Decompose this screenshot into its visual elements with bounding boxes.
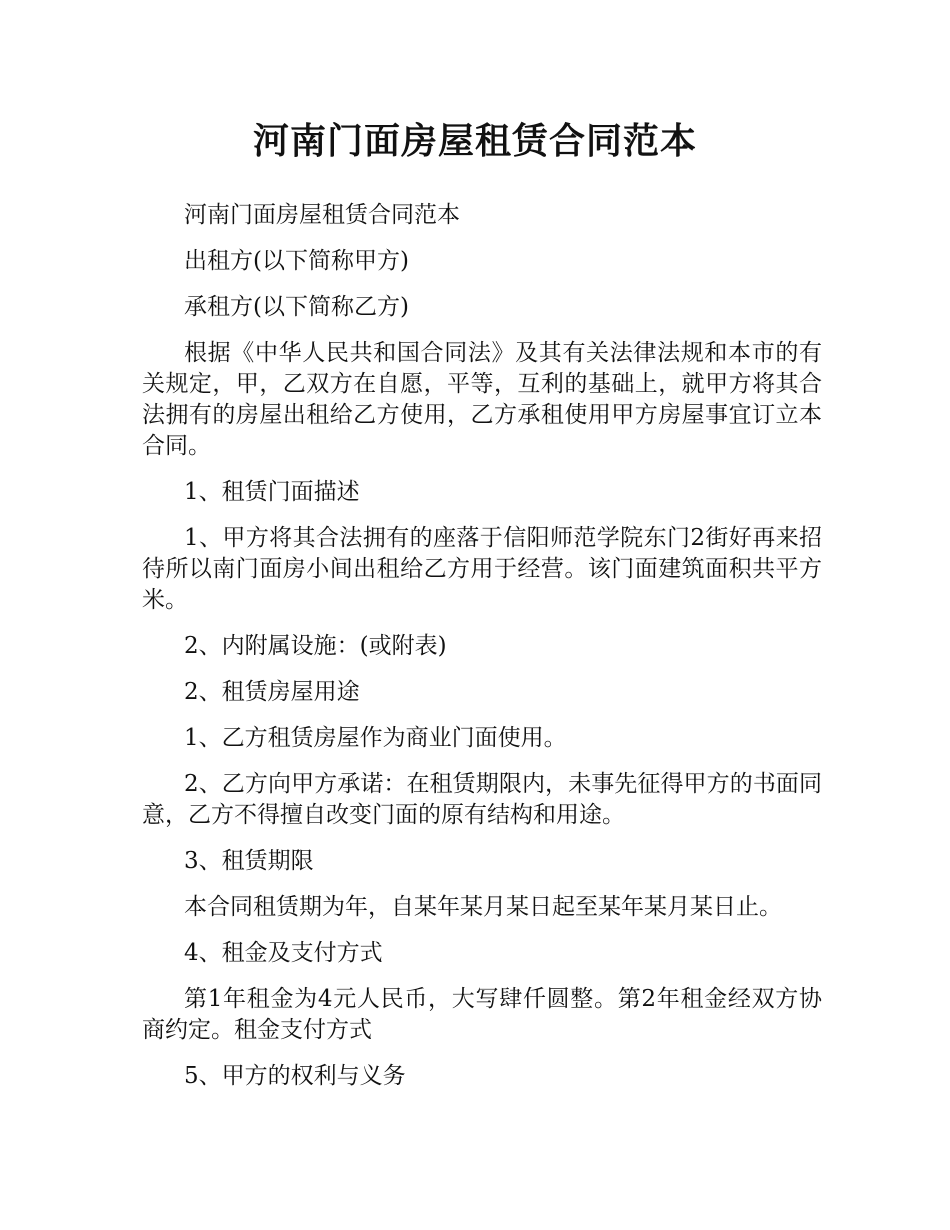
paragraph-section-4-rent: 第1年租金为4元人民币，大写肆仟圆整。第2年租金经双方协商约定。租金支付方式 <box>142 986 822 1043</box>
paragraph-section-1-heading: 1、租赁门面描述 <box>184 479 360 505</box>
paragraph-section-3-heading: 3、租赁期限 <box>184 848 314 874</box>
paragraph-section-2-heading: 2、租赁房屋用途 <box>184 679 360 705</box>
paragraph-section-1-item-2: 2、内附属设施：(或附表) <box>184 633 447 659</box>
paragraph-section-5-heading: 5、甲方的权利与义务 <box>184 1063 406 1089</box>
document-title: 河南门面房屋租赁合同范本 <box>252 121 697 162</box>
paragraph-section-4-heading: 4、租金及支付方式 <box>184 940 383 966</box>
paragraph-section-2-item-1: 1、乙方租赁房屋作为商业门面使用。 <box>184 725 567 751</box>
paragraph-section-2-item-2: 2、乙方向甲方承诺：在租赁期限内，未事先征得甲方的书面同意，乙方不得擅自改变门面的原有结构和用途。 <box>142 771 822 828</box>
paragraph-section-3-term: 本合同租赁期为年，自某年某月某日起至某年某月某日止。 <box>184 894 782 920</box>
paragraph-heading-repeat: 河南门面房屋租赁合同范本 <box>184 202 460 228</box>
paragraph-lessee: 承租方(以下简称乙方) <box>184 294 409 320</box>
paragraph-preamble: 根据《中华人民共和国合同法》及其有关法律法规和本市的有关规定，甲，乙双方在自愿，平等，互利的基础上，就甲方将其合法拥有的房屋出租给乙方使用，乙方承租使用甲方房屋事宜订立本合同。 <box>142 340 822 459</box>
paragraph-lessor: 出租方(以下简称甲方) <box>184 248 409 274</box>
document-body <box>142 200 822 1107</box>
paragraph-section-1-item-1: 1、甲方将其合法拥有的座落于信阳师范学院东门2街好再来招待所以南门面房小间出租给乙方用于经营。该门面建筑面积共平方米。 <box>142 525 822 613</box>
